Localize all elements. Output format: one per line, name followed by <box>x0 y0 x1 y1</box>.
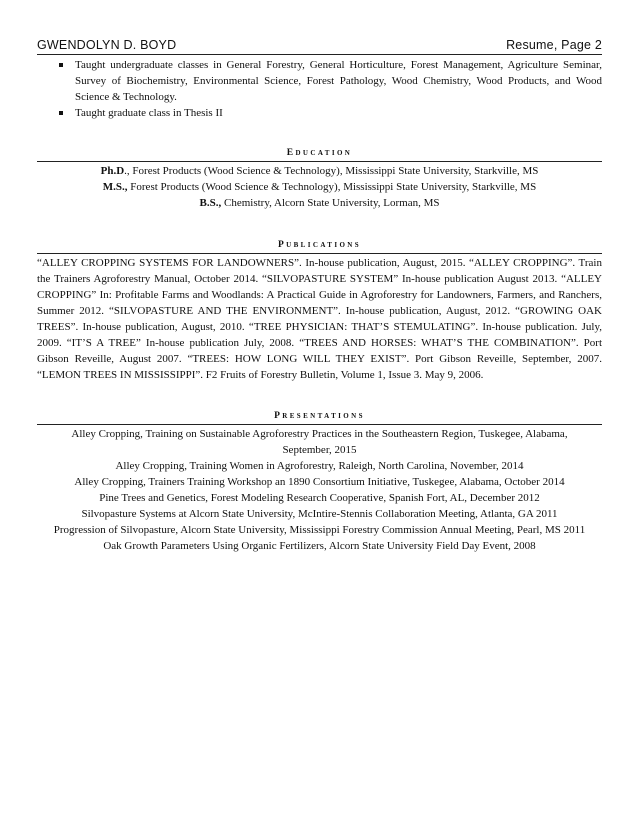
section-heading-education: Education <box>37 147 602 162</box>
list-item: Oak Growth Parameters Using Organic Fertilizers, Alcorn State University Field Day Event, 2008 <box>103 540 536 552</box>
publications-text: “ALLEY CROPPING SYSTEMS FOR LANDOWNERS”. In-house publication, August, 2015. “ALLEY CROPPING”. Train the Trainers Agroforestry Manual, October 2014. “SILVOPASTURE SYSTEM” In-house publication August 2013. “ALLEY CROPPING” In: Profitable Farms and Woodlands: A Practical Guide in Agroforestry for Landowners, Farmers, and Ranchers, Summer 2012. “SILVOPASTURE AND THE ENVIRONMENT”. In-house publication, August, 2012. “GROWING OAK TREES”. In-house publication, August, 2010. “TREE PHYSICIAN: THAT’S STEMULATING”. In-house publication. July, 2009. “IT’S A TREE” In-house publication July, 2008. “TREES AND HORSES: WHAT’S THE COMBINATION”. Port Gibson Reveille, August 2007. “TREES: HOW LONG WILL THEY EXIST”. Port Gibson Reveille, September, 2007. “LEMON TREES IN MISSISSIPPI”. F2 Fruits of Forestry Bulletin, Volume 1, Issue 3. May 9, 2006. <box>37 257 602 381</box>
degree-detail: Forest Products (Wood Science & Technology), Mississippi State University, Starkville, MS <box>129 165 539 177</box>
section-heading-presentations: Presentations <box>37 410 602 425</box>
degree-name: Ph.D <box>100 165 125 177</box>
list-item: Taught graduate class in Thesis II <box>37 105 602 121</box>
publications-section <box>37 239 602 383</box>
degree-entry <box>37 163 602 179</box>
list-item: Alley Cropping, Training Women in Agroforestry, Raleigh, North Carolina, November, 2014 <box>115 460 524 472</box>
education-list <box>37 163 602 211</box>
degree-name: B.S., <box>199 197 222 209</box>
degree-sep: ., <box>124 165 130 177</box>
list-item: Alley Cropping, Trainers Training Workshop an 1890 Consortium Initiative, Tuskegee, Alabama, October 2014 <box>74 476 565 488</box>
teaching-list <box>37 57 602 121</box>
list-item: Progression of Silvopasture, Alcorn State University, Mississippi Forestry Commission Annual Meeting, Pearl, MS 2011 <box>53 524 586 536</box>
list-item: Silvopasture Systems at Alcorn State University, McIntire-Stennis Collaboration Meeting, Atlanta, GA 2011 <box>81 508 558 520</box>
author-name: GWENDOLYN D. BOYD <box>37 38 177 52</box>
presentations-section <box>37 410 602 554</box>
degree-entry <box>37 195 602 211</box>
resume-page <box>37 38 602 554</box>
education-section <box>37 147 602 211</box>
degree-entry <box>37 179 602 195</box>
degree-detail: Forest Products (Wood Science & Technology), Mississippi State University, Starkville, MS <box>127 181 537 193</box>
page-header <box>37 38 602 55</box>
degree-detail: Chemistry, Alcorn State University, Lorman, MS <box>221 197 440 209</box>
list-item: Taught undergraduate classes in General Forestry, General Horticulture, Forest Management, Agriculture Seminar, Survey of Biochemistry, Environmental Science, Forest Pathology, Wood Chemistry, Wood Products, and Wood Science & Technology. <box>37 57 602 105</box>
page-label: Resume, Page 2 <box>506 38 602 52</box>
list-item: Pine Trees and Genetics, Forest Modeling Research Cooperative, Spanish Fort, AL, December 2012 <box>99 492 540 504</box>
degree-name: M.S., <box>102 181 128 193</box>
list-item: Alley Cropping, Training on Sustainable Agroforestry Practices in the Southeastern Region, Tuskegee, Alabama, September, 2015 <box>71 428 568 456</box>
section-heading-publications: Publications <box>37 239 602 254</box>
presentations-list <box>37 426 602 554</box>
